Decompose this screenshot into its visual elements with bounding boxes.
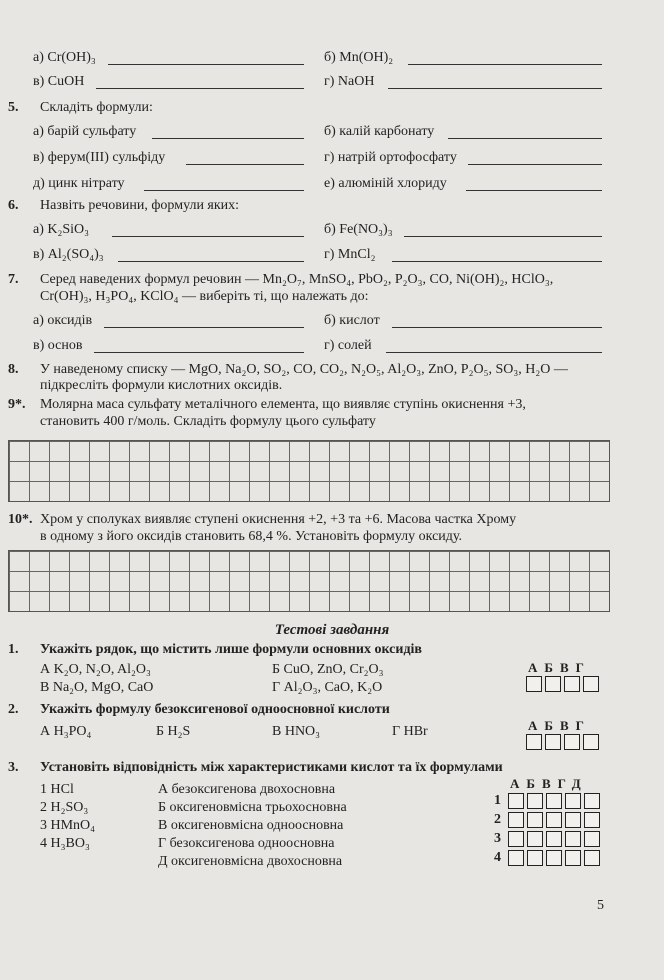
answer-box[interactable] (527, 793, 543, 809)
answer-line[interactable] (392, 327, 602, 328)
answer-line[interactable] (94, 352, 304, 353)
answer-line[interactable] (466, 190, 602, 191)
t2-number: 2. (8, 702, 19, 717)
answer-line[interactable] (404, 236, 602, 237)
t3-grid-row (508, 831, 600, 847)
q6-d: г) MnCl₂ (324, 247, 376, 262)
q9-line1: Молярна маса сульфату металічного елемента, що виявляє ступінь окиснення +3, (40, 397, 526, 412)
q5-e: д) цинк нітрату (33, 176, 125, 191)
q9-line2: становить 400 г/моль. Складіть формулу цього сульфату (40, 414, 376, 429)
t1-option-a[interactable]: А K₂O, N₂O, Al₂O₃ (40, 662, 151, 677)
t3-grid-header: АБВГД (510, 776, 588, 791)
q8-line2: підкресліть формули кислотних оксидів. (40, 378, 283, 393)
answer-box[interactable] (546, 831, 562, 847)
answer-line[interactable] (118, 261, 304, 262)
t3-grid-row-2: 2 (494, 812, 501, 827)
q10-line2: в одному з його оксидів становить 68,4 %. Установіть формулу оксиду. (40, 529, 463, 544)
q5-a: а) барій сульфату (33, 124, 137, 139)
t1-boxes-label: АБВГ (528, 660, 591, 675)
q7-a: а) оксидів (33, 313, 93, 328)
answer-line[interactable] (448, 138, 602, 139)
t3-left-1: 1 HCl (40, 782, 74, 797)
t2-answer-boxes (526, 734, 599, 750)
answer-box[interactable] (508, 812, 524, 828)
answer-box[interactable] (584, 850, 600, 866)
answer-box[interactable] (527, 850, 543, 866)
answer-box[interactable] (546, 812, 562, 828)
t1-option-v[interactable]: В Na₂O, MgO, CaO (40, 680, 154, 695)
t3-left-3: 3 HMnO₄ (40, 818, 96, 833)
answer-box[interactable] (545, 734, 561, 750)
t3-left-2: 2 H₂SO₃ (40, 800, 89, 815)
answer-line[interactable] (386, 352, 602, 353)
q6-a: а) K₂SiO₃ (33, 222, 90, 237)
answer-box[interactable] (564, 676, 580, 692)
top-c: в) CuOH (33, 74, 85, 89)
t3-grid-row-3: 3 (494, 831, 501, 846)
answer-box[interactable] (583, 734, 599, 750)
answer-box[interactable] (527, 812, 543, 828)
answer-box[interactable] (546, 850, 562, 866)
answer-box[interactable] (565, 831, 581, 847)
answer-box[interactable] (508, 793, 524, 809)
q10-answer-grid[interactable] (8, 550, 610, 612)
t3-grid-row (508, 793, 600, 809)
q5-number: 5. (8, 100, 19, 115)
answer-line[interactable] (96, 88, 304, 89)
t3-grid-row-4: 4 (494, 850, 501, 865)
t3-text: Установіть відповідність між характеристиками кислот та їх формулами (40, 760, 503, 775)
tests-heading: Тестові завдання (274, 622, 390, 638)
answer-box[interactable] (564, 734, 580, 750)
q6-text: Назвіть речовини, формули яких: (40, 198, 240, 213)
t2-option-a[interactable]: А H₃PO₄ (40, 724, 92, 739)
t3-grid-row (508, 812, 600, 828)
answer-line[interactable] (152, 138, 304, 139)
answer-box[interactable] (584, 831, 600, 847)
answer-line[interactable] (468, 164, 602, 165)
answer-box[interactable] (545, 676, 561, 692)
q5-b: б) калій карбонату (324, 124, 435, 139)
answer-line[interactable] (144, 190, 304, 191)
q5-c: в) ферум(ІІІ) сульфіду (33, 150, 166, 165)
t1-option-g[interactable]: Г Al₂O₃, CaO, K₂O (272, 680, 383, 695)
q5-f: е) алюміній хлориду (324, 176, 447, 191)
t3-grid-row-1: 1 (494, 793, 501, 808)
q5-d: г) натрій ортофосфату (324, 150, 457, 165)
t3-grid-row (508, 850, 600, 866)
answer-line[interactable] (108, 64, 304, 65)
top-b: б) Mn(OH)₂ (324, 50, 394, 65)
t3-number: 3. (8, 760, 19, 775)
top-d: г) NaOH (324, 74, 375, 89)
t1-number: 1. (8, 642, 19, 657)
t1-answer-boxes (526, 676, 599, 692)
top-a: а) Cr(OH)₃ (33, 50, 96, 65)
q8-number: 8. (8, 362, 19, 377)
answer-box[interactable] (508, 831, 524, 847)
answer-line[interactable] (388, 88, 602, 89)
q5-text: Складіть формули: (40, 100, 153, 115)
q8-line1: У наведеному списку — MgO, Na₂O, SO₂, CO, CO₂, N₂O₅, Al₂O₃, ZnO, P₂O₅, SO₃, H₂O — (40, 362, 568, 377)
answer-line[interactable] (186, 164, 304, 165)
q7-c: в) основ (33, 338, 83, 353)
answer-box[interactable] (565, 812, 581, 828)
answer-box[interactable] (527, 831, 543, 847)
page-number: 5 (597, 898, 604, 913)
answer-box[interactable] (583, 676, 599, 692)
q10-line1: Хром у сполуках виявляє ступені окиснення +2, +3 та +6. Масова частка Хрому (40, 512, 517, 527)
answer-box[interactable] (508, 850, 524, 866)
answer-box[interactable] (526, 676, 542, 692)
t3-left-4: 4 H₃BO₃ (40, 836, 90, 851)
q7-number: 7. (8, 272, 19, 287)
answer-box[interactable] (565, 793, 581, 809)
t3-right-b: Б оксигеновмісна трьохосновна (158, 800, 347, 815)
t3-right-v: В оксигеновмісна одноосновна (158, 818, 344, 833)
t1-text: Укажіть рядок, що містить лише формули основних оксидів (40, 642, 422, 657)
answer-box[interactable] (546, 793, 562, 809)
q6-b: б) Fe(NO₃)₃ (324, 222, 393, 237)
t3-right-g: Г безоксигенова одноосновна (158, 836, 335, 851)
t2-option-v[interactable]: В HNO₃ (272, 724, 321, 739)
t2-option-b[interactable]: Б H₂S (156, 724, 191, 739)
t2-boxes-label: АБВГ (528, 718, 591, 733)
q9-answer-grid[interactable] (8, 440, 610, 502)
q7-b: б) кислот (324, 313, 380, 328)
answer-box[interactable] (584, 812, 600, 828)
q10-number: 10*. (8, 512, 33, 527)
q6-number: 6. (8, 198, 19, 213)
q7-line1: Серед наведених формул речовин — Mn₂O₇, MnSO₄, PbO₂, P₂O₃, CO, Ni(OH)₂, HClO₃, (40, 272, 554, 287)
answer-box[interactable] (526, 734, 542, 750)
t2-text: Укажіть формулу безоксигенової одноосновної кислоти (40, 702, 390, 717)
q6-c: в) Al₂(SO₄)₃ (33, 247, 104, 262)
t1-option-b[interactable]: Б CuO, ZnO, Cr₂O₃ (272, 662, 384, 677)
answer-line[interactable] (408, 64, 602, 65)
q9-number: 9*. (8, 397, 26, 412)
answer-box[interactable] (584, 793, 600, 809)
answer-line[interactable] (392, 261, 602, 262)
t3-right-a: А безоксигенова двохосновна (158, 782, 336, 797)
answer-line[interactable] (112, 236, 304, 237)
t2-option-g[interactable]: Г HBr (392, 724, 428, 739)
q7-d: г) солей (324, 338, 372, 353)
answer-box[interactable] (565, 850, 581, 866)
t3-right-d: Д оксигеновмісна двохосновна (158, 854, 343, 869)
answer-line[interactable] (104, 327, 304, 328)
q7-line2: Cr(OH)₃, H₃PO₄, KClO₄ — виберіть ті, що належать до: (40, 289, 369, 304)
